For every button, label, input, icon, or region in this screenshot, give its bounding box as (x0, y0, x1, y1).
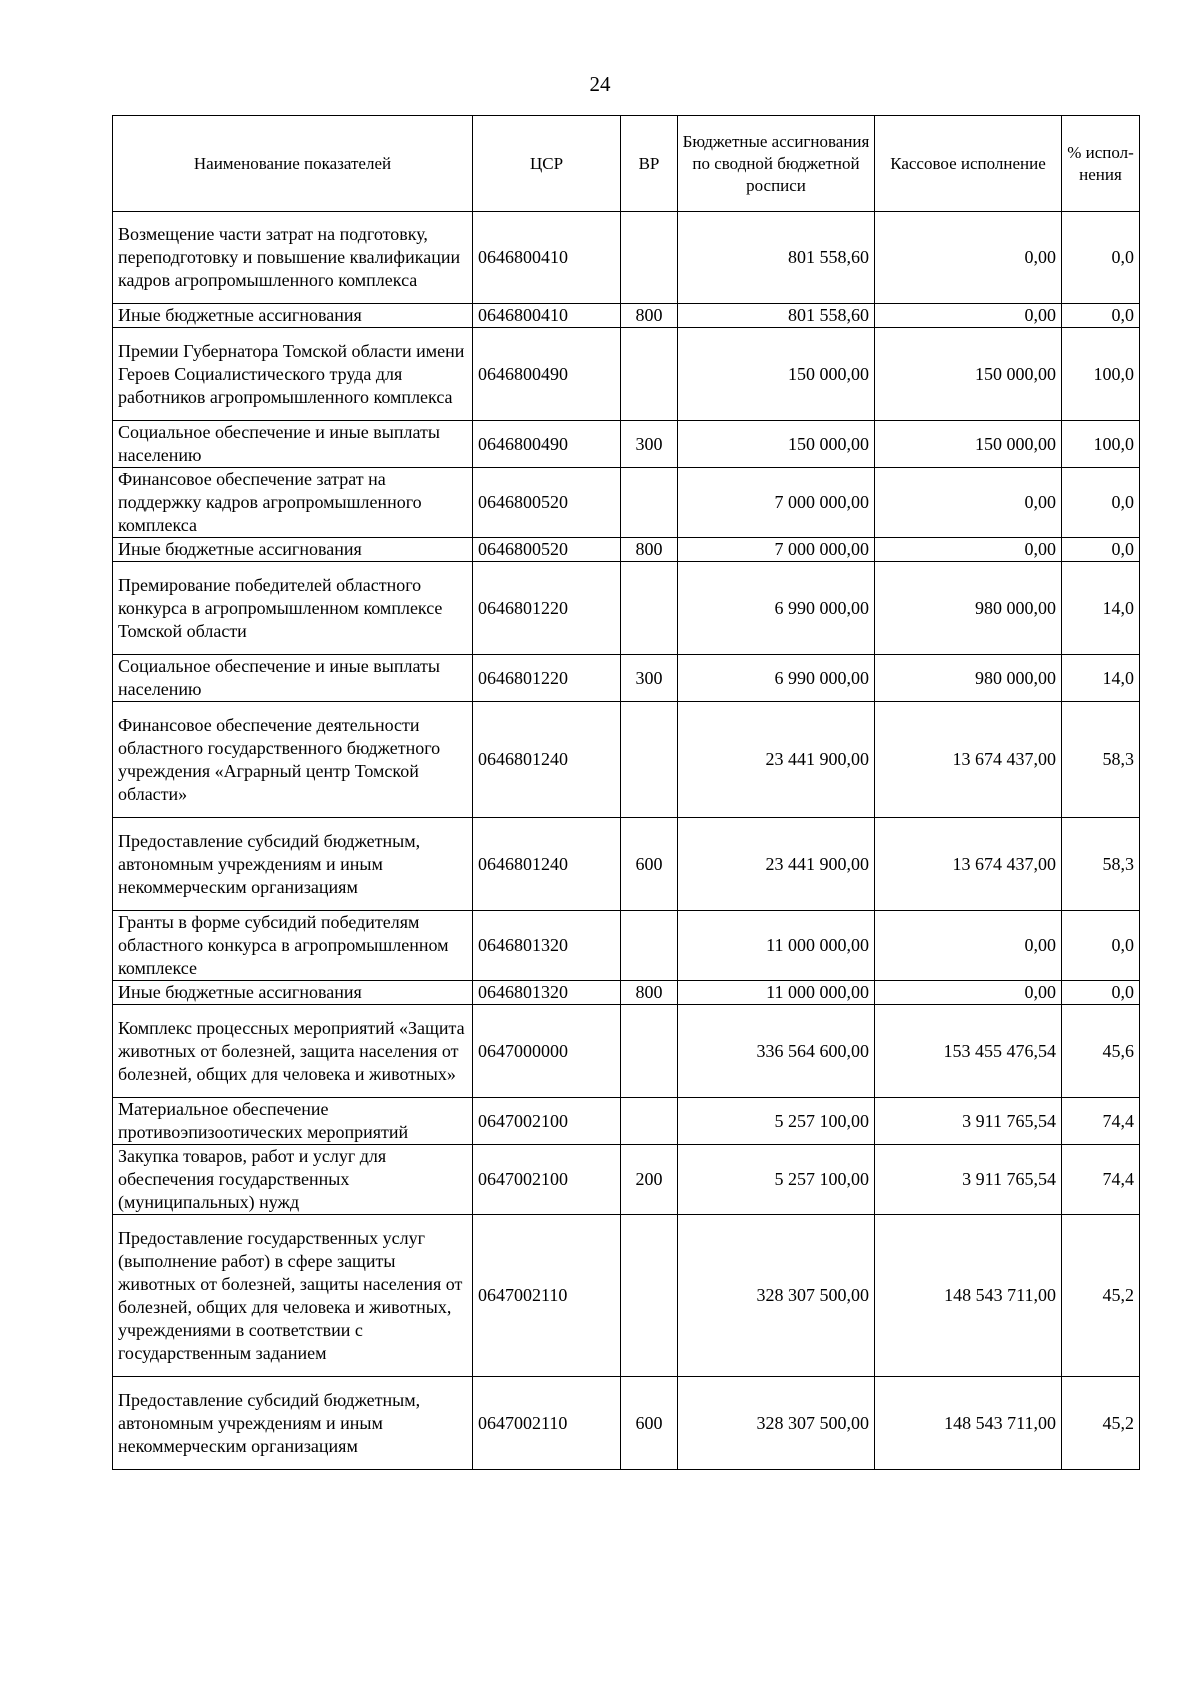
row-name: Иные бюджетные ассигнования (113, 538, 473, 562)
header-pct: % испол-нения (1062, 116, 1140, 212)
table-row (113, 328, 1140, 421)
row-budget: 801 558,60 (678, 304, 875, 328)
row-pct: 0,0 (1062, 538, 1140, 562)
table-row (113, 468, 1140, 538)
row-csr: 0647000000 (473, 1005, 621, 1098)
table-row (113, 562, 1140, 655)
row-vr (621, 911, 678, 981)
row-pct: 0,0 (1062, 304, 1140, 328)
row-csr: 0646800520 (473, 468, 621, 538)
row-budget: 6 990 000,00 (678, 562, 875, 655)
row-budget: 328 307 500,00 (678, 1377, 875, 1470)
row-budget: 801 558,60 (678, 212, 875, 304)
row-csr: 0646800520 (473, 538, 621, 562)
row-vr (621, 328, 678, 421)
row-vr (621, 702, 678, 818)
row-vr: 600 (621, 818, 678, 911)
row-csr: 0647002110 (473, 1377, 621, 1470)
row-csr: 0646801320 (473, 911, 621, 981)
row-cash: 150 000,00 (875, 421, 1062, 468)
row-budget: 150 000,00 (678, 328, 875, 421)
row-pct: 0,0 (1062, 212, 1140, 304)
row-name: Иные бюджетные ассигнования (113, 981, 473, 1005)
row-csr: 0646800490 (473, 328, 621, 421)
row-csr: 0646801320 (473, 981, 621, 1005)
row-name: Финансовое обеспечение деятельности областного государственного бюджетного учреждения «Аграрный центр Томской области» (113, 702, 473, 818)
row-name: Премирование победителей областного конкурса в агропромышленном комплексе Томской области (113, 562, 473, 655)
row-cash: 3 911 765,54 (875, 1145, 1062, 1215)
row-budget: 5 257 100,00 (678, 1098, 875, 1145)
table-body (113, 212, 1140, 1470)
row-pct: 74,4 (1062, 1098, 1140, 1145)
row-budget: 150 000,00 (678, 421, 875, 468)
row-pct: 0,0 (1062, 468, 1140, 538)
header-cash: Кассовое исполнение (875, 116, 1062, 212)
row-pct: 58,3 (1062, 702, 1140, 818)
row-name: Социальное обеспечение и иные выплаты населению (113, 421, 473, 468)
row-name: Премии Губернатора Томской области имени Героев Социалистического труда для работников агропромышленного комплекса (113, 328, 473, 421)
row-csr: 0647002100 (473, 1145, 621, 1215)
row-cash: 148 543 711,00 (875, 1377, 1062, 1470)
header-vr: ВР (621, 116, 678, 212)
row-name: Финансовое обеспечение затрат на поддержку кадров агропромышленного комплекса (113, 468, 473, 538)
row-cash: 150 000,00 (875, 328, 1062, 421)
row-name: Возмещение части затрат на подготовку, переподготовку и повышение квалификации кадров агропромышленного комплекса (113, 212, 473, 304)
row-vr: 800 (621, 538, 678, 562)
row-cash: 148 543 711,00 (875, 1215, 1062, 1377)
table-row (113, 655, 1140, 702)
row-cash: 13 674 437,00 (875, 702, 1062, 818)
row-pct: 14,0 (1062, 655, 1140, 702)
table-row (113, 1098, 1140, 1145)
table-header-row (113, 116, 1140, 212)
row-cash: 0,00 (875, 538, 1062, 562)
row-csr: 0647002100 (473, 1098, 621, 1145)
table-row (113, 818, 1140, 911)
row-pct: 74,4 (1062, 1145, 1140, 1215)
row-name: Предоставление субсидий бюджетным, автономным учреждениям и иным некоммерческим организациям (113, 818, 473, 911)
row-csr: 0646801220 (473, 562, 621, 655)
row-pct: 45,2 (1062, 1377, 1140, 1470)
row-csr: 0646801220 (473, 655, 621, 702)
table-row (113, 981, 1140, 1005)
row-vr (621, 1215, 678, 1377)
row-vr: 200 (621, 1145, 678, 1215)
row-budget: 6 990 000,00 (678, 655, 875, 702)
table-row (113, 702, 1140, 818)
row-cash: 0,00 (875, 911, 1062, 981)
row-vr: 800 (621, 981, 678, 1005)
row-cash: 0,00 (875, 981, 1062, 1005)
table-row (113, 1215, 1140, 1377)
row-vr: 300 (621, 655, 678, 702)
row-budget: 5 257 100,00 (678, 1145, 875, 1215)
table-row (113, 212, 1140, 304)
table-row (113, 1145, 1140, 1215)
row-budget: 11 000 000,00 (678, 981, 875, 1005)
row-name: Комплекс процессных мероприятий «Защита животных от болезней, защита населения от болезней, общих для человека и животных» (113, 1005, 473, 1098)
row-pct: 58,3 (1062, 818, 1140, 911)
row-vr: 600 (621, 1377, 678, 1470)
row-budget: 11 000 000,00 (678, 911, 875, 981)
row-budget: 328 307 500,00 (678, 1215, 875, 1377)
table-row (113, 1377, 1140, 1470)
row-vr (621, 468, 678, 538)
row-csr: 0646801240 (473, 702, 621, 818)
row-cash: 153 455 476,54 (875, 1005, 1062, 1098)
row-budget: 7 000 000,00 (678, 468, 875, 538)
row-vr (621, 1098, 678, 1145)
row-pct: 0,0 (1062, 981, 1140, 1005)
row-vr (621, 562, 678, 655)
table-row (113, 911, 1140, 981)
row-budget: 23 441 900,00 (678, 702, 875, 818)
row-pct: 100,0 (1062, 328, 1140, 421)
table-row (113, 538, 1140, 562)
row-vr: 800 (621, 304, 678, 328)
table-row (113, 1005, 1140, 1098)
row-vr: 300 (621, 421, 678, 468)
row-cash: 980 000,00 (875, 562, 1062, 655)
row-name: Предоставление субсидий бюджетным, автономным учреждениям и иным некоммерческим организациям (113, 1377, 473, 1470)
row-pct: 45,2 (1062, 1215, 1140, 1377)
row-pct: 0,0 (1062, 911, 1140, 981)
row-name: Социальное обеспечение и иные выплаты населению (113, 655, 473, 702)
budget-table (112, 115, 1140, 1470)
row-csr: 0646800410 (473, 212, 621, 304)
row-vr (621, 212, 678, 304)
header-name: Наименование показателей (113, 116, 473, 212)
row-name: Закупка товаров, работ и услуг для обеспечения государственных (муниципальных) нужд (113, 1145, 473, 1215)
row-cash: 0,00 (875, 468, 1062, 538)
row-cash: 3 911 765,54 (875, 1098, 1062, 1145)
row-vr (621, 1005, 678, 1098)
table-row (113, 304, 1140, 328)
row-cash: 0,00 (875, 212, 1062, 304)
header-csr: ЦСР (473, 116, 621, 212)
row-name: Материальное обеспечение противоэпизоотических мероприятий (113, 1098, 473, 1145)
row-cash: 0,00 (875, 304, 1062, 328)
row-pct: 14,0 (1062, 562, 1140, 655)
row-name: Иные бюджетные ассигнования (113, 304, 473, 328)
header-budget: Бюджетные ассигнования по сводной бюджетной росписи (678, 116, 875, 212)
row-csr: 0646800410 (473, 304, 621, 328)
row-pct: 100,0 (1062, 421, 1140, 468)
page-number: 24 (589, 72, 611, 96)
row-budget: 23 441 900,00 (678, 818, 875, 911)
row-budget: 336 564 600,00 (678, 1005, 875, 1098)
row-name: Предоставление государственных услуг (выполнение работ) в сфере защиты животных от болезней, защиты населения от болезней, общих для человека и животных, учреждениями в соответствии с государственным заданием (113, 1215, 473, 1377)
row-name: Гранты в форме субсидий победителям областного конкурса в агропромышленном комплексе (113, 911, 473, 981)
table-row (113, 421, 1140, 468)
row-csr: 0647002110 (473, 1215, 621, 1377)
row-cash: 13 674 437,00 (875, 818, 1062, 911)
row-budget: 7 000 000,00 (678, 538, 875, 562)
row-csr: 0646801240 (473, 818, 621, 911)
row-csr: 0646800490 (473, 421, 621, 468)
row-cash: 980 000,00 (875, 655, 1062, 702)
row-pct: 45,6 (1062, 1005, 1140, 1098)
